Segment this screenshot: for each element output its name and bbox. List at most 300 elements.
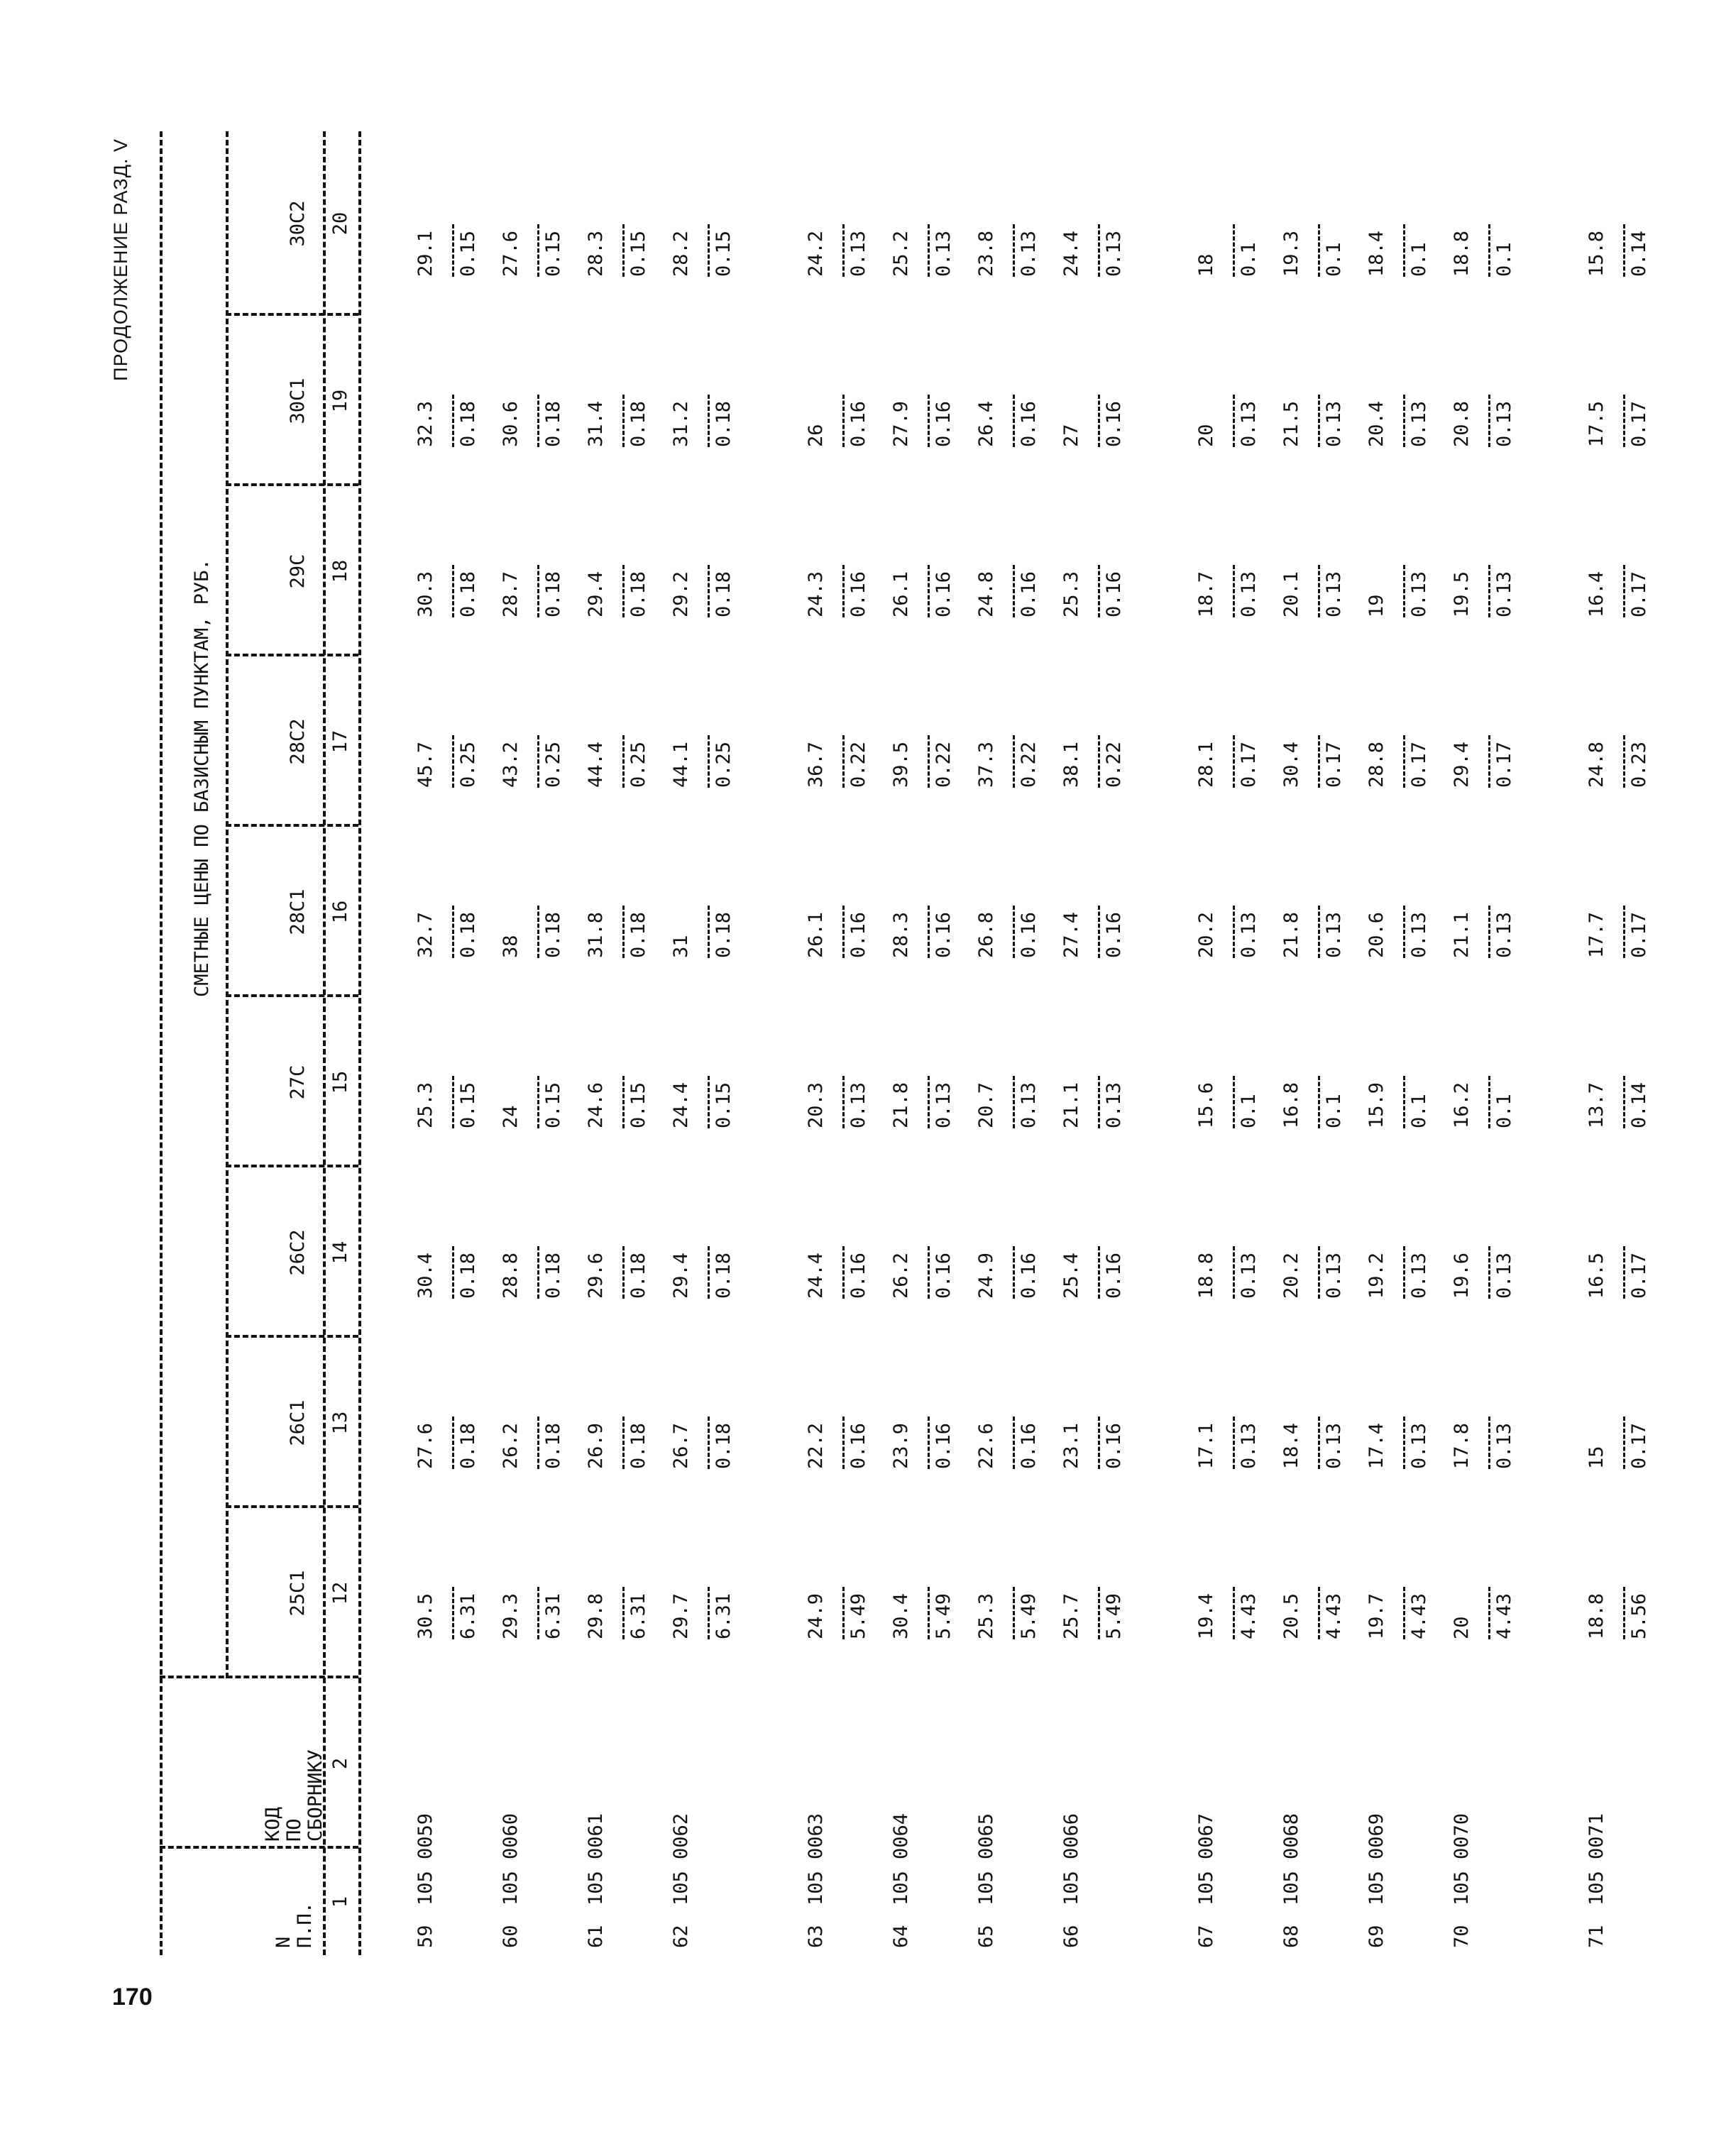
row-number: 68: [1280, 1925, 1302, 1948]
price-value: 0.13: [1238, 911, 1260, 958]
price-value: 0.18: [457, 911, 479, 958]
price-group-title: СМЕТНЫЕ ЦЕНЫ ПО БАЗИСНЫМ ПУНКТАМ, РУБ.: [191, 559, 213, 997]
header-name-rule: [323, 131, 326, 1955]
price-value: 0.18: [542, 911, 564, 958]
fraction-rule: [622, 906, 625, 958]
fraction-rule: [1098, 395, 1100, 447]
price-value: 27.4: [1060, 911, 1082, 958]
price-value: 20: [1451, 1616, 1473, 1639]
price-value: 0.18: [457, 1252, 479, 1299]
fraction-rule: [928, 1587, 930, 1639]
fraction-rule: [537, 1417, 539, 1469]
price-value: 20.8: [1451, 400, 1473, 447]
price-value: 0.16: [847, 1252, 869, 1299]
price-value: 16.8: [1280, 1082, 1302, 1128]
price-value: 0.13: [1238, 1422, 1260, 1469]
price-value: 19.3: [1280, 230, 1302, 277]
price-value: 26.4: [975, 400, 997, 447]
fraction-rule: [1403, 1417, 1405, 1469]
column-label-n: N П.П.: [273, 1901, 316, 1948]
fraction-rule: [1098, 1076, 1100, 1128]
price-value: 0.25: [627, 741, 649, 788]
price-value: 24.3: [805, 571, 827, 617]
price-value: 0.1: [1493, 1094, 1515, 1128]
price-value: 0.16: [933, 571, 955, 617]
price-value: 19.5: [1451, 571, 1473, 617]
price-value: 5.49: [1018, 1593, 1040, 1639]
station-name: 26С2: [287, 1229, 309, 1276]
price-value: 18.8: [1586, 1593, 1608, 1639]
price-value: 0.16: [1103, 911, 1125, 958]
price-value: 21.1: [1060, 1082, 1082, 1128]
price-value: 30.4: [890, 1593, 912, 1639]
price-value: 0.13: [1408, 400, 1430, 447]
price-value: 30.4: [414, 1252, 436, 1299]
row-code: 105 0065: [975, 1813, 997, 1905]
row-number: 70: [1451, 1925, 1473, 1948]
price-value: 28.8: [500, 1252, 522, 1299]
price-value: 20.1: [1280, 571, 1302, 617]
fraction-rule: [1013, 565, 1015, 617]
fraction-rule: [1403, 565, 1405, 617]
fraction-rule: [1403, 1246, 1405, 1299]
station-name: 28С2: [287, 718, 309, 765]
price-value: 18.4: [1280, 1422, 1302, 1469]
fraction-rule: [1623, 224, 1625, 277]
price-value: 0.13: [1493, 1422, 1515, 1469]
price-value: 25.2: [890, 230, 912, 277]
price-value: 21.8: [1280, 911, 1302, 958]
fraction-rule: [842, 906, 845, 958]
price-value: 0.18: [627, 911, 649, 958]
fraction-rule: [452, 1417, 454, 1469]
price-value: 6.31: [457, 1593, 479, 1639]
price-value: 17.8: [1451, 1422, 1473, 1469]
fraction-rule: [1488, 565, 1490, 617]
fraction-rule: [1013, 224, 1015, 277]
price-value: 0.13: [1408, 1252, 1430, 1299]
fraction-rule: [1233, 224, 1235, 277]
fraction-rule: [537, 1076, 539, 1128]
fraction-rule: [1403, 735, 1405, 788]
header-group-rule: [226, 131, 229, 1678]
price-value: 23.8: [975, 230, 997, 277]
price-value: 0.1: [1238, 242, 1260, 277]
price-value: 25.4: [1060, 1252, 1082, 1299]
row-code: 105 0059: [414, 1813, 436, 1905]
price-value: 20.5: [1280, 1593, 1302, 1639]
row-number: 64: [890, 1925, 912, 1948]
page-number: 170: [112, 1984, 153, 2011]
column-number: 17: [329, 730, 351, 754]
price-value: 20.3: [805, 1082, 827, 1128]
price-value: 28.3: [890, 911, 912, 958]
price-value: 28.1: [1195, 741, 1217, 788]
price-value: 0.25: [542, 741, 564, 788]
fraction-rule: [537, 1246, 539, 1299]
fraction-rule: [537, 565, 539, 617]
fraction-rule: [537, 906, 539, 958]
price-value: 29.1: [414, 230, 436, 277]
column-number: 20: [329, 211, 351, 236]
price-value: 0.13: [1238, 400, 1260, 447]
price-value: 24.2: [805, 230, 827, 277]
fraction-rule: [1098, 906, 1100, 958]
price-value: 0.13: [933, 230, 955, 277]
price-value: 0.13: [1103, 1082, 1125, 1128]
fraction-rule: [1233, 395, 1235, 447]
fraction-rule: [622, 224, 625, 277]
row-code: 105 0060: [500, 1813, 522, 1905]
fraction-rule: [842, 1587, 845, 1639]
price-value: 0.17: [1408, 741, 1430, 788]
price-value: 29.4: [1451, 741, 1473, 788]
price-value: 0.18: [457, 1422, 479, 1469]
price-value: 0.13: [1018, 230, 1040, 277]
fraction-rule: [1623, 1587, 1625, 1639]
price-value: 31.8: [585, 911, 607, 958]
price-value: 0.15: [627, 230, 649, 277]
fraction-rule: [1403, 1076, 1405, 1128]
header-column-rule: [160, 1676, 358, 1678]
price-value: 18.7: [1195, 571, 1217, 617]
price-value: 6.31: [542, 1593, 564, 1639]
price-value: 0.18: [627, 1252, 649, 1299]
column-number: 16: [329, 900, 351, 924]
price-value: 0.15: [713, 230, 735, 277]
fraction-rule: [1488, 1417, 1490, 1469]
price-value: 22.6: [975, 1422, 997, 1469]
price-value: 16.4: [1586, 571, 1608, 617]
fraction-rule: [1623, 1417, 1625, 1469]
price-value: 0.16: [1018, 911, 1040, 958]
row-number: 71: [1586, 1925, 1608, 1948]
price-value: 0.16: [1018, 571, 1040, 617]
price-value: 28.7: [500, 571, 522, 617]
fraction-rule: [1233, 1076, 1235, 1128]
fraction-rule: [452, 1076, 454, 1128]
price-value: 19: [1365, 594, 1387, 617]
price-value: 0.16: [1103, 400, 1125, 447]
price-value: 5.49: [847, 1593, 869, 1639]
row-number: 62: [670, 1925, 692, 1948]
price-value: 28.8: [1365, 741, 1387, 788]
fraction-rule: [928, 1246, 930, 1299]
price-value: 17.4: [1365, 1422, 1387, 1469]
fraction-rule: [1623, 395, 1625, 447]
fraction-rule: [537, 224, 539, 277]
price-value: 17.1: [1195, 1422, 1217, 1469]
price-value: 29.4: [585, 571, 607, 617]
price-value: 0.16: [933, 1422, 955, 1469]
price-value: 4.43: [1323, 1593, 1345, 1639]
price-value: 27.6: [414, 1422, 436, 1469]
fraction-rule: [1623, 1076, 1625, 1128]
column-label-code: КОД ПО СБОРНИКУ: [262, 1749, 326, 1842]
price-value: 43.2: [500, 741, 522, 788]
fraction-rule: [842, 1417, 845, 1469]
fraction-rule: [1488, 1076, 1490, 1128]
price-value: 23.9: [890, 1422, 912, 1469]
price-value: 15.8: [1586, 230, 1608, 277]
price-value: 0.17: [1323, 741, 1345, 788]
price-value: 0.16: [1103, 1252, 1125, 1299]
column-number: 15: [329, 1070, 351, 1094]
station-name: 27С: [287, 1065, 309, 1100]
row-code: 105 0062: [670, 1813, 692, 1905]
fraction-rule: [1318, 224, 1320, 277]
price-value: 29.2: [670, 571, 692, 617]
fraction-rule: [842, 1246, 845, 1299]
row-code: 105 0070: [1451, 1813, 1473, 1905]
price-value: 16.2: [1451, 1082, 1473, 1128]
price-value: 19.4: [1195, 1593, 1217, 1639]
fraction-rule: [1013, 735, 1015, 788]
price-value: 0.18: [542, 1422, 564, 1469]
price-value: 29.7: [670, 1593, 692, 1639]
fraction-rule: [537, 395, 539, 447]
price-value: 6.31: [627, 1593, 649, 1639]
price-value: 19.2: [1365, 1252, 1387, 1299]
price-value: 24.4: [670, 1082, 692, 1128]
fraction-rule: [1403, 395, 1405, 447]
station-name: 29С: [287, 554, 309, 589]
fraction-rule: [842, 224, 845, 277]
fraction-rule: [1488, 735, 1490, 788]
fraction-rule: [452, 735, 454, 788]
fraction-rule: [1488, 1587, 1490, 1639]
price-value: 0.1: [1323, 242, 1345, 277]
fraction-rule: [1098, 735, 1100, 788]
price-value: 0.25: [713, 741, 735, 788]
fraction-rule: [622, 1417, 625, 1469]
fraction-rule: [708, 1076, 710, 1128]
price-value: 17.5: [1586, 400, 1608, 447]
price-value: 0.16: [1018, 400, 1040, 447]
fraction-rule: [842, 735, 845, 788]
price-value: 31.4: [585, 400, 607, 447]
price-value: 0.18: [457, 400, 479, 447]
price-value: 31: [670, 935, 692, 958]
price-value: 20.4: [1365, 400, 1387, 447]
price-value: 30.6: [500, 400, 522, 447]
price-value: 24: [500, 1105, 522, 1128]
price-value: 0.1: [1408, 242, 1430, 277]
fraction-rule: [452, 1246, 454, 1299]
price-value: 17.7: [1586, 911, 1608, 958]
fraction-rule: [1098, 1246, 1100, 1299]
fraction-rule: [1623, 565, 1625, 617]
price-value: 0.15: [457, 230, 479, 277]
fraction-rule: [708, 1417, 710, 1469]
price-value: 0.16: [1103, 571, 1125, 617]
price-value: 0.13: [847, 1082, 869, 1128]
price-value: 0.18: [542, 571, 564, 617]
fraction-rule: [1098, 1417, 1100, 1469]
price-value: 0.13: [1323, 1252, 1345, 1299]
price-value: 0.16: [847, 571, 869, 617]
price-value: 45.7: [414, 741, 436, 788]
fraction-rule: [622, 1076, 625, 1128]
fraction-rule: [1318, 735, 1320, 788]
price-value: 27.6: [500, 230, 522, 277]
fraction-rule: [928, 1076, 930, 1128]
fraction-rule: [708, 1587, 710, 1639]
fraction-rule: [928, 224, 930, 277]
price-value: 0.13: [1323, 571, 1345, 617]
price-value: 23.1: [1060, 1422, 1082, 1469]
price-value: 0.18: [457, 571, 479, 617]
fraction-rule: [452, 565, 454, 617]
fraction-rule: [1013, 906, 1015, 958]
row-code: 105 0068: [1280, 1813, 1302, 1905]
price-value: 0.1: [1493, 242, 1515, 277]
fraction-rule: [1013, 1587, 1015, 1639]
price-value: 0.1: [1408, 1094, 1430, 1128]
price-value: 24.9: [975, 1252, 997, 1299]
price-value: 0.18: [542, 1252, 564, 1299]
price-value: 0.13: [1408, 571, 1430, 617]
fraction-rule: [928, 565, 930, 617]
price-value: 25.3: [1060, 571, 1082, 617]
price-value: 0.17: [1238, 741, 1260, 788]
price-value: 0.16: [847, 911, 869, 958]
fraction-rule: [1098, 565, 1100, 617]
fraction-rule: [1013, 1076, 1015, 1128]
fraction-rule: [1403, 224, 1405, 277]
price-value: 20.6: [1365, 911, 1387, 958]
price-value: 24.8: [975, 571, 997, 617]
fraction-rule: [622, 395, 625, 447]
price-value: 0.18: [713, 571, 735, 617]
price-value: 0.14: [1628, 230, 1650, 277]
price-value: 24.4: [1060, 230, 1082, 277]
row-code: 105 0066: [1060, 1813, 1082, 1905]
price-value: 13.7: [1586, 1082, 1608, 1128]
price-value: 39.5: [890, 741, 912, 788]
fraction-rule: [1233, 1417, 1235, 1469]
fraction-rule: [1318, 1417, 1320, 1469]
price-value: 0.13: [1238, 1252, 1260, 1299]
price-value: 0.1: [1238, 1094, 1260, 1128]
price-value: 44.4: [585, 741, 607, 788]
fraction-rule: [928, 906, 930, 958]
fraction-rule: [708, 735, 710, 788]
fraction-rule: [1098, 1587, 1100, 1639]
fraction-rule: [1318, 906, 1320, 958]
price-value: 0.15: [457, 1082, 479, 1128]
price-value: 36.7: [805, 741, 827, 788]
column-number: 14: [329, 1241, 351, 1265]
price-value: 25.3: [414, 1082, 436, 1128]
price-value: 0.16: [933, 400, 955, 447]
price-value: 26.8: [975, 911, 997, 958]
price-value: 32.7: [414, 911, 436, 958]
price-value: 0.18: [713, 1252, 735, 1299]
price-value: 0.13: [1323, 911, 1345, 958]
station-name: 30С2: [287, 200, 309, 247]
price-value: 38.1: [1060, 741, 1082, 788]
price-value: 0.25: [457, 741, 479, 788]
price-value: 15: [1586, 1446, 1608, 1469]
column-number: 1: [329, 1896, 351, 1908]
price-value: 0.16: [847, 400, 869, 447]
price-value: 0.17: [1628, 911, 1650, 958]
fraction-rule: [537, 1587, 539, 1639]
column-number: 18: [329, 559, 351, 583]
fraction-rule: [1098, 224, 1100, 277]
price-value: 0.23: [1628, 741, 1650, 788]
fraction-rule: [1488, 1246, 1490, 1299]
fraction-rule: [928, 1417, 930, 1469]
price-value: 25.7: [1060, 1593, 1082, 1639]
price-value: 0.17: [1628, 1252, 1650, 1299]
price-value: 0.16: [933, 911, 955, 958]
price-value: 0.13: [1238, 571, 1260, 617]
price-value: 0.15: [542, 230, 564, 277]
price-value: 30.5: [414, 1593, 436, 1639]
price-value: 15.9: [1365, 1082, 1387, 1128]
price-value: 0.13: [1323, 400, 1345, 447]
price-value: 22.2: [805, 1422, 827, 1469]
fraction-rule: [1488, 224, 1490, 277]
price-value: 24.4: [805, 1252, 827, 1299]
fraction-rule: [1623, 906, 1625, 958]
price-value: 38: [500, 935, 522, 958]
price-value: 4.43: [1493, 1593, 1515, 1639]
price-value: 24.6: [585, 1082, 607, 1128]
price-value: 18: [1195, 253, 1217, 277]
header-bottom-rule: [358, 131, 361, 1955]
price-value: 0.16: [847, 1422, 869, 1469]
price-value: 18.4: [1365, 230, 1387, 277]
fraction-rule: [928, 735, 930, 788]
price-value: 18.8: [1195, 1252, 1217, 1299]
fraction-rule: [452, 1587, 454, 1639]
fraction-rule: [1233, 906, 1235, 958]
price-value: 21.8: [890, 1082, 912, 1128]
price-value: 0.15: [713, 1082, 735, 1128]
fraction-rule: [1318, 395, 1320, 447]
price-value: 29.4: [670, 1252, 692, 1299]
row-number: 63: [805, 1925, 827, 1948]
fraction-rule: [1623, 1246, 1625, 1299]
row-code: 105 0063: [805, 1813, 827, 1905]
price-value: 26: [805, 424, 827, 447]
fraction-rule: [1013, 1246, 1015, 1299]
fraction-rule: [622, 565, 625, 617]
fraction-rule: [708, 395, 710, 447]
price-value: 27: [1060, 424, 1082, 447]
row-code: 105 0069: [1365, 1813, 1387, 1905]
price-value: 28.2: [670, 230, 692, 277]
price-value: 0.22: [933, 741, 955, 788]
price-value: 0.13: [1408, 1422, 1430, 1469]
row-number: 67: [1195, 1925, 1217, 1948]
fraction-rule: [1233, 1246, 1235, 1299]
fraction-rule: [537, 735, 539, 788]
price-value: 0.17: [1628, 1422, 1650, 1469]
price-value: 19.7: [1365, 1593, 1387, 1639]
fraction-rule: [1233, 565, 1235, 617]
price-value: 0.22: [847, 741, 869, 788]
price-value: 0.1: [1323, 1094, 1345, 1128]
price-value: 20.7: [975, 1082, 997, 1128]
price-value: 26.1: [805, 911, 827, 958]
price-value: 19.6: [1451, 1252, 1473, 1299]
fraction-rule: [1233, 1587, 1235, 1639]
column-number: 19: [329, 389, 351, 413]
